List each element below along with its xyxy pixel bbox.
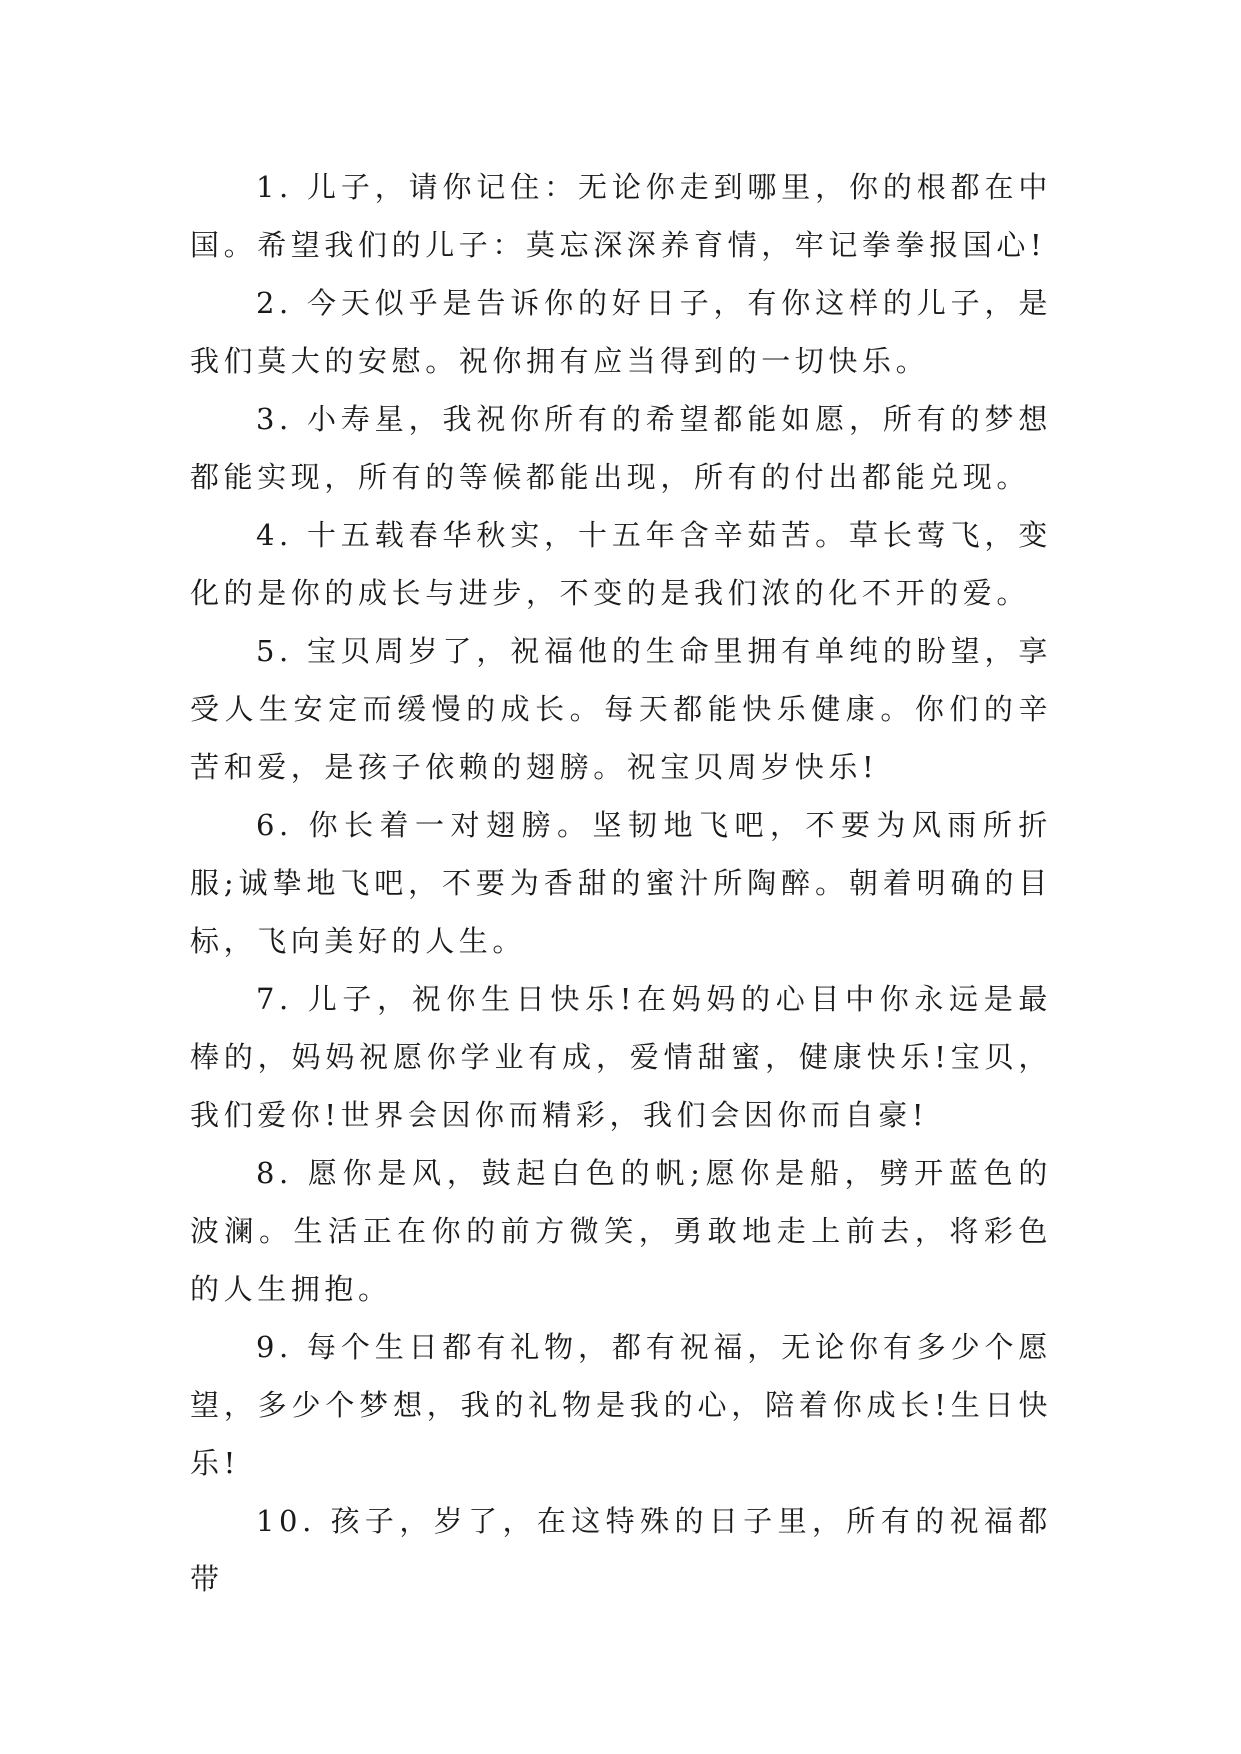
document-body xyxy=(190,158,1052,1608)
paragraph-3: 3. 小寿星，我祝你所有的希望都能如愿，所有的梦想都能实现，所有的等候都能出现，所有的付出都能兑现。 xyxy=(190,402,1052,494)
paragraph-7: 7. 儿子，祝你生日快乐!在妈妈的心目中你永远是最棒的，妈妈祝愿你学业有成，爱情甜蜜，健康快乐!宝贝，我们爱你!世界会因你而精彩，我们会因你而自豪! xyxy=(190,982,1052,1132)
paragraph-2: 2. 今天似乎是告诉你的好日子，有你这样的儿子，是我们莫大的安慰。祝你拥有应当得到的一切快乐。 xyxy=(190,286,1052,378)
paragraph-1: 1. 儿子，请你记住：无论你走到哪里，你的根都在中国。希望我们的儿子：莫忘深深养育情，牢记拳拳报国心! xyxy=(190,170,1052,262)
paragraph-9: 9. 每个生日都有礼物，都有祝福，无论你有多少个愿望，多少个梦想，我的礼物是我的心，陪着你成长!生日快乐! xyxy=(190,1330,1052,1480)
paragraph-6: 6. 你长着一对翅膀。坚韧地飞吧，不要为风雨所折服;诚挚地飞吧，不要为香甜的蜜汁所陶醉。朝着明确的目标，飞向美好的人生。 xyxy=(190,808,1052,958)
paragraph-10: 10. 孩子，岁了，在这特殊的日子里，所有的祝福都带 xyxy=(190,1504,1052,1596)
paragraph-5: 5. 宝贝周岁了，祝福他的生命里拥有单纯的盼望，享受人生安定而缓慢的成长。每天都能快乐健康。你们的辛苦和爱，是孩子依赖的翅膀。祝宝贝周岁快乐! xyxy=(190,634,1052,784)
paragraph-8: 8. 愿你是风，鼓起白色的帆;愿你是船，劈开蓝色的波澜。生活正在你的前方微笑，勇敢地走上前去，将彩色的人生拥抱。 xyxy=(190,1156,1052,1306)
paragraph-4: 4. 十五载春华秋实，十五年含辛茹苦。草长莺飞，变化的是你的成长与进步，不变的是我们浓的化不开的爱。 xyxy=(190,518,1052,610)
